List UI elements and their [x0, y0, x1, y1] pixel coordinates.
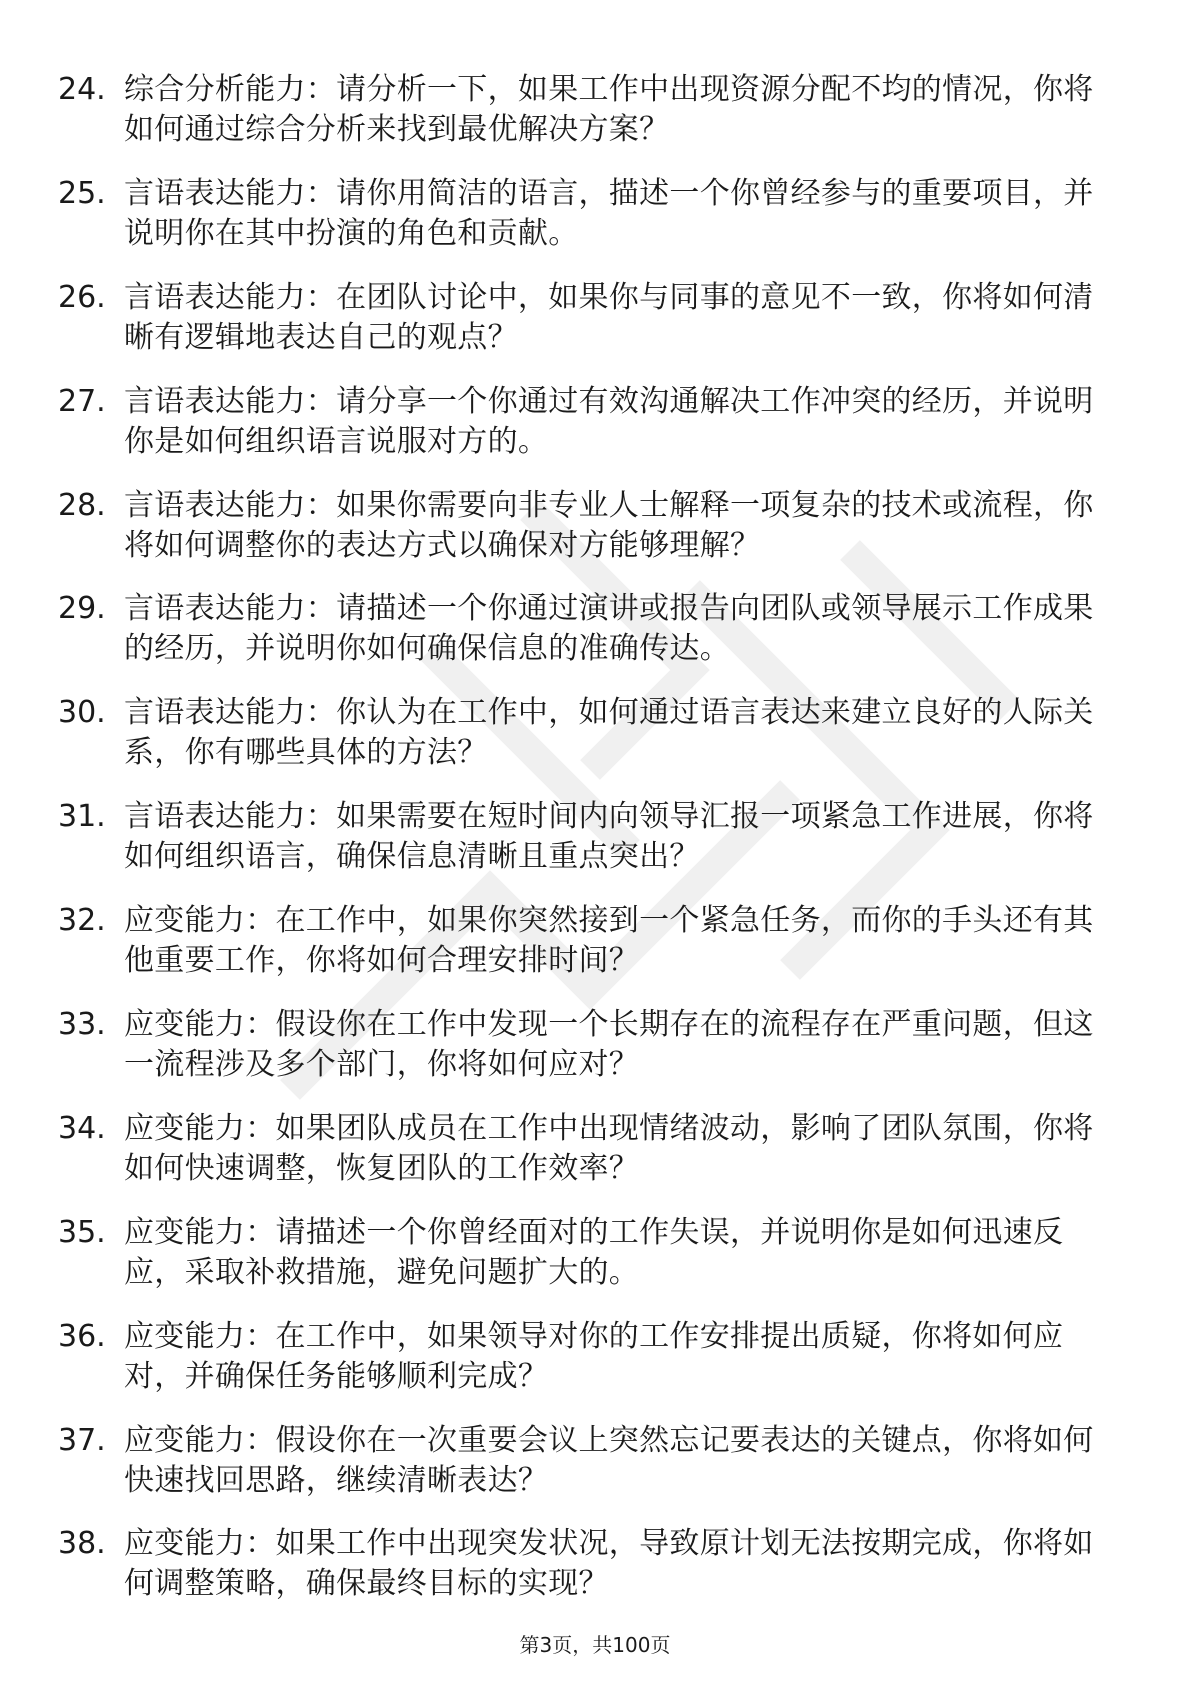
- page-footer: 第3页，共100页: [519, 1633, 671, 1657]
- question-item: [58, 1317, 1118, 1421]
- question-text: 综合分析能力：请分析一下，如果工作中出现资源分配不均的情况，你将如何通过综合分析来找到最优解决方案？: [124, 72, 1094, 147]
- question-item: [58, 382, 1118, 486]
- question-item: [58, 1213, 1118, 1317]
- question-item: [58, 1109, 1118, 1213]
- question-item: [58, 1524, 1118, 1628]
- question-text: 应变能力：如果工作中出现突发状况，导致原计划无法按期完成，你将如何调整策略，确保最终目标的实现？: [124, 1526, 1094, 1602]
- question-number: 31.: [58, 799, 106, 835]
- question-number: 34.: [58, 1110, 106, 1146]
- question-number: 24.: [58, 72, 106, 107]
- question-text: 言语表达能力：在团队讨论中，如果你与同事的意见不一致，你将如何清晰有逻辑地表达自己的观点？: [124, 279, 1094, 355]
- question-number: 26.: [58, 279, 106, 315]
- question-list: [58, 70, 1118, 1628]
- question-item: [58, 486, 1118, 590]
- question-item: [58, 1005, 1118, 1109]
- question-text: 应变能力：如果团队成员在工作中出现情绪波动，影响了团队氛围，你将如何快速调整，恢复团队的工作效率？: [124, 1110, 1094, 1186]
- question-text: 应变能力：假设你在一次重要会议上突然忘记要表达的关键点，你将如何快速找回思路，继续清晰表达？: [124, 1422, 1094, 1498]
- question-item: [58, 70, 1118, 174]
- question-number: 36.: [58, 1318, 106, 1354]
- question-number: 30.: [58, 695, 106, 731]
- question-text: 言语表达能力：请分享一个你通过有效沟通解决工作冲突的经历，并说明你是如何组织语言说服对方的。: [124, 383, 1094, 459]
- question-text: 言语表达能力：请你用简洁的语言，描述一个你曾经参与的重要项目，并说明你在其中扮演的角色和贡献。: [124, 175, 1094, 251]
- question-item: [58, 589, 1118, 693]
- question-text: 言语表达能力：请描述一个你通过演讲或报告向团队或领导展示工作成果的经历，并说明你如何确保信息的准确传达。: [124, 591, 1094, 667]
- question-number: 37.: [58, 1422, 106, 1458]
- question-number: 27.: [58, 383, 106, 419]
- question-number: 33.: [58, 1007, 106, 1043]
- question-item: [58, 901, 1118, 1005]
- question-text: 言语表达能力：如果需要在短时间内向领导汇报一项紧急工作进展，你将如何组织语言，确保信息清晰且重点突出？: [124, 799, 1094, 875]
- question-text: 应变能力：请描述一个你曾经面对的工作失误，并说明你是如何迅速反应，采取补救措施，避免问题扩大的。: [124, 1214, 1064, 1290]
- question-number: 32.: [58, 903, 106, 939]
- question-text: 应变能力：在工作中，如果你突然接到一个紧急任务，而你的手头还有其他重要工作，你将如何合理安排时间？: [124, 903, 1094, 979]
- question-number: 28.: [58, 487, 106, 523]
- question-text: 言语表达能力：如果你需要向非专业人士解释一项复杂的技术或流程，你将如何调整你的表达方式以确保对方能够理解？: [124, 487, 1094, 563]
- question-number: 35.: [58, 1214, 106, 1250]
- question-item: [58, 174, 1118, 278]
- question-item: [58, 278, 1118, 382]
- question-text: 应变能力：假设你在工作中发现一个长期存在的流程存在严重问题，但这一流程涉及多个部门，你将如何应对？: [124, 1007, 1094, 1083]
- question-text: 言语表达能力：你认为在工作中，如何通过语言表达来建立良好的人际关系，你有哪些具体的方法？: [124, 695, 1094, 771]
- question-item: [58, 693, 1118, 797]
- question-number: 25.: [58, 175, 106, 211]
- question-number: 38.: [58, 1526, 106, 1562]
- question-item: [58, 1421, 1118, 1525]
- question-text: 应变能力：在工作中，如果领导对你的工作安排提出质疑，你将如何应对，并确保任务能够顺利完成？: [124, 1318, 1064, 1394]
- question-item: [58, 797, 1118, 901]
- question-number: 29.: [58, 591, 106, 627]
